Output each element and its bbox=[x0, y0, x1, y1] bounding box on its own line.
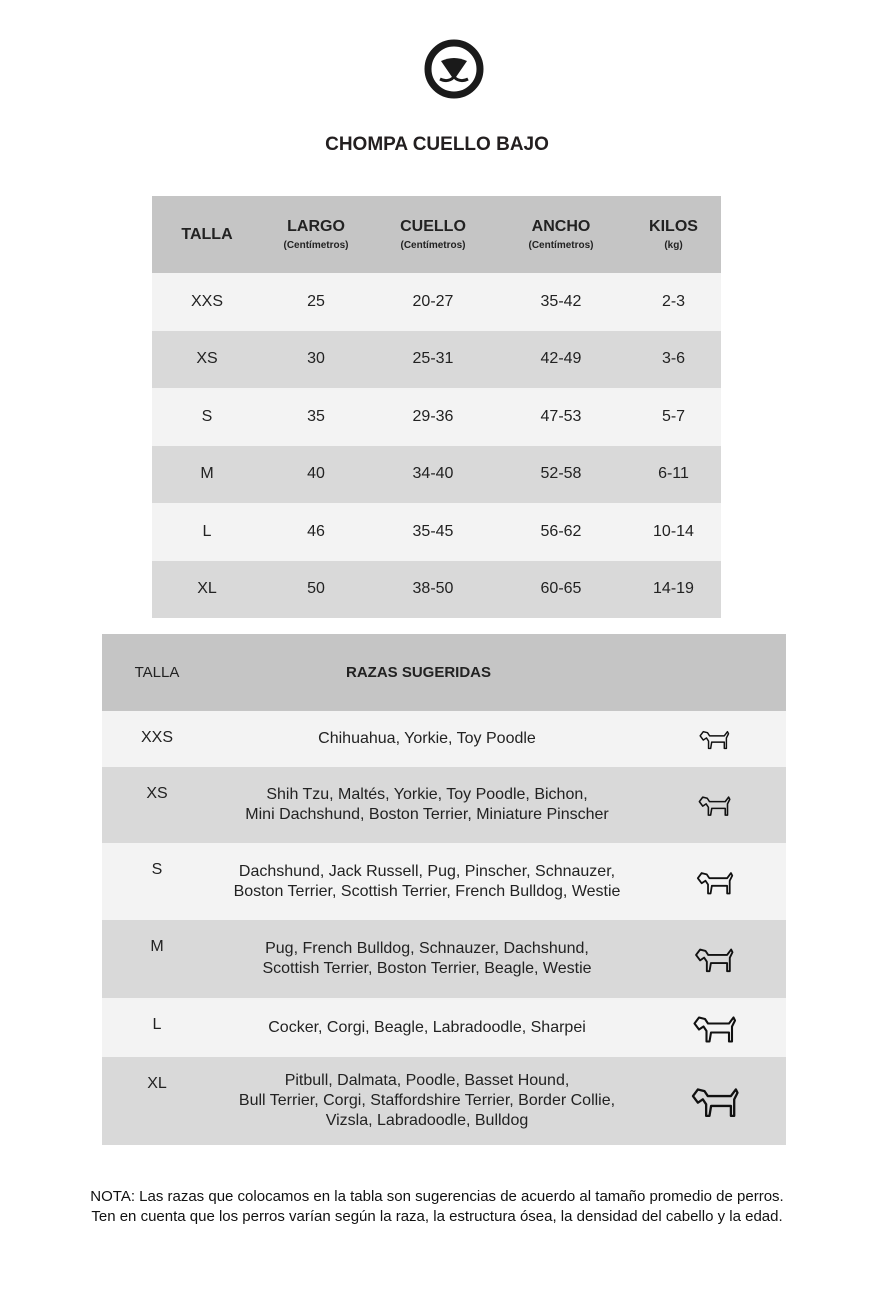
breed-line: Pitbull, Dalmata, Poodle, Basset Hound, bbox=[284, 1072, 570, 1089]
note-line: Ten en cuenta que los perros varían según la raza, la estructura ósea, la densidad del cabello y la edad. bbox=[91, 1208, 783, 1225]
header-unit: (Centímetros) bbox=[400, 240, 466, 251]
table-cell: 38-50 bbox=[412, 580, 454, 598]
size-label: XL bbox=[147, 1075, 167, 1092]
table-cell: 35 bbox=[307, 407, 325, 425]
breed-line: Chihuahua, Yorkie, Toy Poodle bbox=[318, 730, 536, 747]
table-cell: 10-14 bbox=[653, 522, 694, 540]
breed-line: Vizsla, Labradoodle, Bulldog bbox=[325, 1112, 529, 1129]
table-cell: 6-11 bbox=[658, 465, 689, 483]
cocker-dog-icon bbox=[642, 998, 786, 1057]
breed-list bbox=[212, 939, 642, 979]
table-cell: 25 bbox=[307, 292, 325, 310]
header-kilos: KILOS bbox=[649, 218, 698, 235]
table-cell: 35-42 bbox=[540, 292, 582, 310]
table-cell: XL bbox=[197, 580, 217, 598]
table-cell: 47-53 bbox=[540, 407, 582, 425]
breed-line: Boston Terrier, Scottish Terrier, French Bulldog, Westie bbox=[233, 882, 621, 900]
header-largo: LARGO bbox=[287, 218, 345, 235]
table-row bbox=[102, 767, 786, 843]
table-cell: 30 bbox=[307, 350, 325, 368]
table-cell: 46 bbox=[307, 522, 325, 540]
table-row bbox=[102, 920, 786, 998]
table-cell: 60-65 bbox=[540, 580, 582, 598]
table-row bbox=[152, 561, 721, 619]
size-label: XXS bbox=[140, 729, 173, 746]
footnote bbox=[0, 1187, 874, 1227]
header-unit: (Centímetros) bbox=[283, 240, 349, 251]
header-unit: (kg) bbox=[664, 240, 683, 251]
header-talla: TALLA bbox=[181, 225, 233, 243]
table-cell: 52-58 bbox=[540, 465, 582, 483]
breed-list bbox=[212, 862, 642, 902]
breed-line: Dachshund, Jack Russell, Pug, Pinscher, Schnauzer, bbox=[238, 862, 616, 880]
header-cuello: CUELLO bbox=[400, 218, 466, 235]
table-cell: 20-27 bbox=[412, 292, 454, 310]
table-cell: 56-62 bbox=[540, 522, 582, 540]
table-cell: M bbox=[200, 465, 214, 483]
header-talla: TALLA bbox=[134, 664, 180, 681]
table-row bbox=[152, 388, 721, 446]
fluffy-dog-icon bbox=[642, 767, 786, 843]
table-cell: 42-49 bbox=[540, 350, 582, 368]
table-header bbox=[152, 196, 721, 273]
table-row bbox=[102, 998, 786, 1057]
table-row bbox=[102, 1057, 786, 1145]
table-cell: 35-45 bbox=[412, 522, 454, 540]
header-razas: RAZAS SUGERIDAS bbox=[346, 663, 492, 681]
table-cell: 25-31 bbox=[412, 350, 454, 368]
table-cell: L bbox=[202, 522, 212, 540]
table-cell: 14-19 bbox=[653, 580, 694, 598]
table-row bbox=[152, 503, 721, 561]
size-label: L bbox=[152, 1016, 162, 1033]
table-cell: S bbox=[201, 407, 213, 425]
breed-list bbox=[212, 729, 642, 749]
table-row bbox=[102, 711, 786, 767]
note-line: NOTA: Las razas que colocamos en la tabla son sugerencias de acuerdo al tamaño promedio de perros. bbox=[90, 1188, 784, 1205]
terrier-dog-icon bbox=[642, 843, 786, 920]
table-cell: XS bbox=[196, 350, 218, 368]
size-label: S bbox=[151, 861, 163, 878]
breed-line: Bull Terrier, Corgi, Staffordshire Terrier, Border Collie, bbox=[238, 1092, 616, 1109]
table-cell: 2-3 bbox=[661, 292, 686, 310]
size-label: XS bbox=[146, 785, 168, 802]
breed-list bbox=[212, 1071, 642, 1131]
breed-list bbox=[212, 785, 642, 825]
table-cell: 40 bbox=[307, 465, 325, 483]
table-cell: 5-7 bbox=[661, 407, 686, 425]
table-cell: XXS bbox=[190, 292, 223, 310]
breed-line: Shih Tzu, Maltés, Yorkie, Toy Poodle, Bichon, bbox=[266, 786, 588, 803]
page-title: CHOMPA CUELLO BAJO bbox=[325, 134, 549, 155]
breed-line: Scottish Terrier, Boston Terrier, Beagle, Westie bbox=[262, 960, 592, 977]
schnauzer-dog-icon bbox=[642, 920, 786, 998]
table-cell: 34-40 bbox=[412, 465, 454, 483]
header-ancho: ANCHO bbox=[531, 218, 591, 235]
table-row bbox=[152, 446, 721, 504]
table-cell: 29-36 bbox=[412, 407, 454, 425]
small-dog-icon bbox=[642, 711, 786, 767]
table-cell: 3-6 bbox=[661, 350, 686, 368]
table-row bbox=[152, 273, 721, 331]
breeds-table bbox=[102, 634, 786, 1145]
header-unit: (Centímetros) bbox=[528, 240, 594, 251]
table-header bbox=[102, 634, 786, 711]
breed-list bbox=[212, 1018, 642, 1038]
breed-line: Mini Dachshund, Boston Terrier, Miniature Pinscher bbox=[245, 806, 609, 823]
breed-line: Pug, French Bulldog, Schnauzer, Dachshund, bbox=[265, 940, 589, 957]
size-label: M bbox=[150, 938, 164, 955]
table-cell: 50 bbox=[307, 580, 325, 598]
table-row bbox=[152, 331, 721, 389]
measurements-table bbox=[152, 196, 721, 618]
breed-line: Cocker, Corgi, Beagle, Labradoodle, Sharpei bbox=[268, 1018, 586, 1036]
table-row bbox=[102, 843, 786, 920]
bull-terrier-dog-icon bbox=[642, 1057, 786, 1145]
brand-logo bbox=[424, 39, 484, 99]
